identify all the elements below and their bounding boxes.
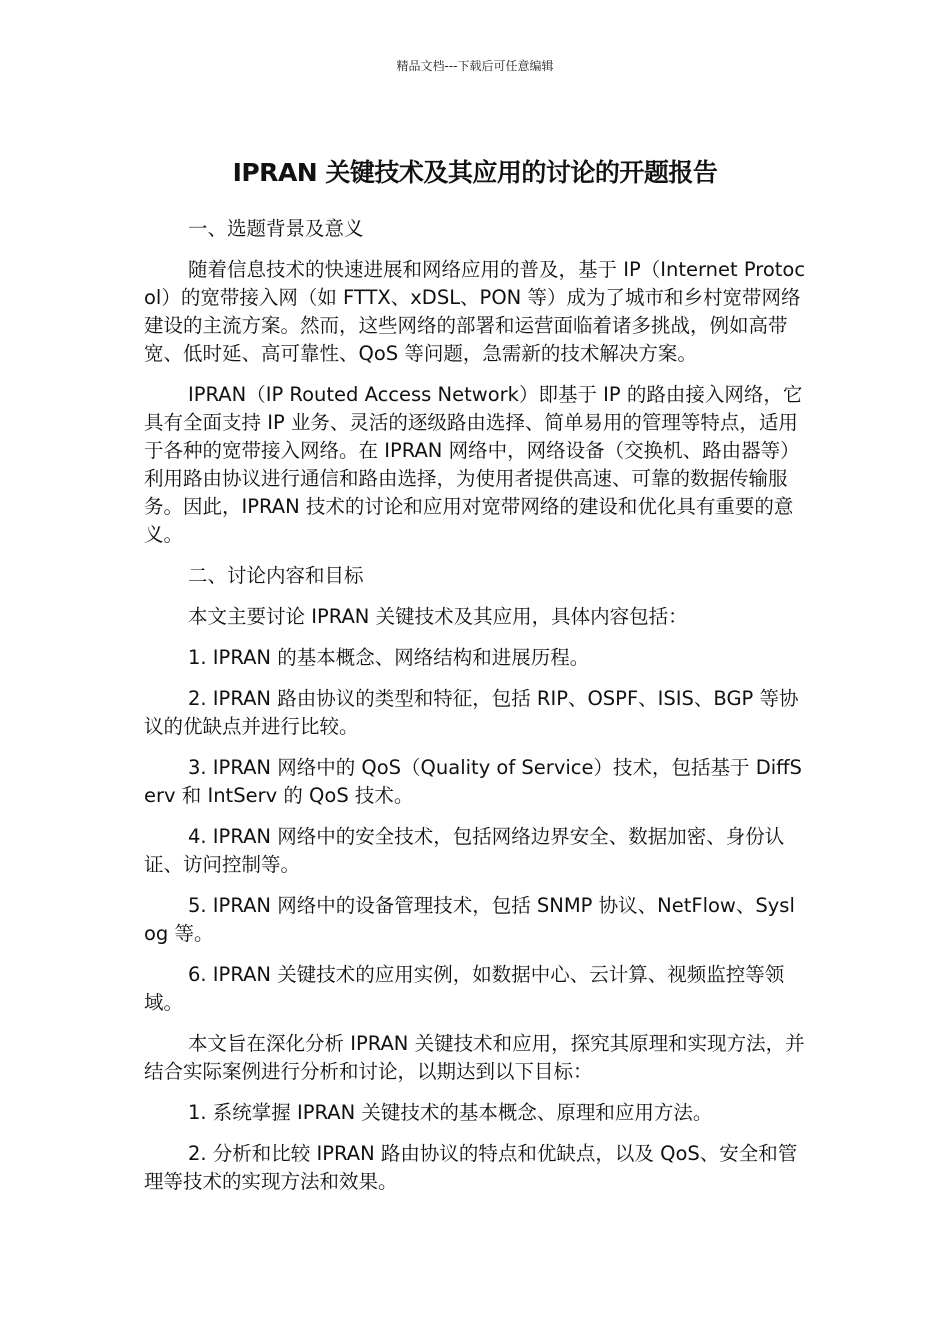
list-item-content-4: 4. IPRAN 网络中的安全技术，包括网络边界安全、数据加密、身份认证、访问控制等。 [144,825,785,876]
section-heading-background: 一、选题背景及意义 [188,217,364,240]
document-body [144,215,806,1209]
list-item-goal-2: 2. 分析和比较 IPRAN 路由协议的特点和优缺点，以及 QoS、安全和管理等技术的实现方法和效果。 [144,1142,798,1193]
list-item-content-3: 3. IPRAN 网络中的 QoS（Quality of Service）技术，包括基于 DiffServ 和 IntServ 的 QoS 技术。 [144,756,802,807]
list-item-content-1: 1. IPRAN 的基本概念、网络结构和进展历程。 [188,646,590,669]
paragraph-background: 随着信息技术的快速进展和网络应用的普及，基于 IP（Internet Protocol）的宽带接入网（如 FTTX、xDSL、PON 等）成为了城市和乡村宽带网络建设的主流方案。然而，这些网络的部署和运营面临着诸多挑战，例如高带宽、低时延、高可靠性、QoS 等问题，急需新的技术解决方案。 [144,258,806,365]
list-item-content-6: 6. IPRAN 关键技术的应用实例，如数据中心、云计算、视频监控等领域。 [144,963,785,1014]
list-item-goal-1: 1. 系统掌握 IPRAN 关键技术的基本概念、原理和应用方法。 [188,1101,713,1124]
paragraph-content-intro: 本文主要讨论 IPRAN 关键技术及其应用，具体内容包括： [188,605,688,628]
list-item-content-2: 2. IPRAN 路由协议的类型和特征，包括 RIP、OSPF、ISIS、BGP 等协议的优缺点并进行比较。 [144,687,799,738]
list-item-content-5: 5. IPRAN 网络中的设备管理技术，包括 SNMP 协议、NetFlow、Syslog 等。 [144,894,795,945]
paragraph-goals-intro: 本文旨在深化分析 IPRAN 关键技术和应用，探究其原理和实现方法，并结合实际案例进行分析和讨论，以期达到以下目标： [144,1032,805,1083]
section-heading-content: 二、讨论内容和目标 [188,564,364,587]
document-title: IPRAN 关键技术及其应用的讨论的开题报告 [232,157,718,187]
paragraph-ipran-intro: IPRAN（IP Routed Access Network）即基于 IP 的路由接入网络，它具有全面支持 IP 业务、灵活的逐级路由选择、简单易用的管理等特点，适用于各种的宽带接入网络。在 IPRAN 网络中，网络设备（交换机、路由器等）利用路由协议进行通信和路由选择，为使用者提供高速、可靠的数据传输服务。因此，IPRAN 技术的讨论和应用对宽带网络的建设和优化具有重要的意义。 [144,383,803,546]
page-header: 精品文档---下载后可任意编辑 [396,59,554,73]
